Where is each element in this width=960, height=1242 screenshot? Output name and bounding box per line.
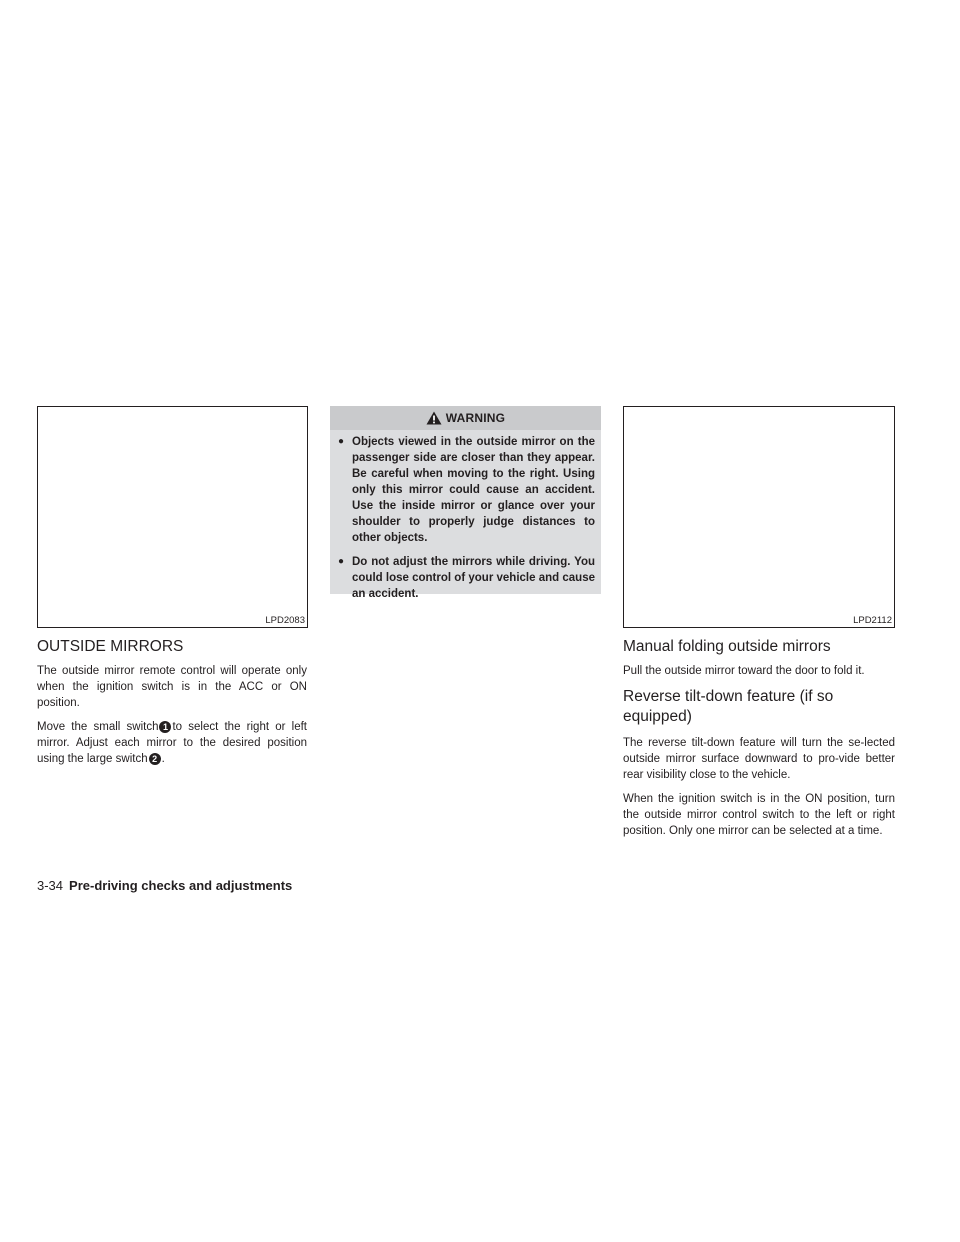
paragraph-text: to select the right or left mirror. Adjust each mirror to the desired position using the large switch [37,721,307,765]
section-heading [623,687,895,727]
warning-triangle-icon [426,411,442,425]
paragraph-text: Move the small switch [37,721,159,733]
outside-mirrors-section [37,637,307,767]
warning-header [330,406,601,430]
warning-list [330,430,601,602]
bullet-icon: ● [338,436,345,447]
bullet-icon: ● [338,556,345,567]
page-number: 3-34 [37,878,64,893]
warning-item-text: Objects viewed in the outside mirror on the passenger side are closer than they appear. Be careful when moving to the right. Using only this mirror could cause an accident. Use the inside mirror or glance over your shoulder to properly judge distances to other objects. [352,436,595,544]
paragraph: The reverse tilt-down feature will turn the se-lected outside mirror surface downward to pro-vide better rear visibility close to the vehicle. [623,737,895,781]
paragraph: When the ignition switch is in the ON position, turn the outside mirror control switch to the left or right position. Only one mirror can be selected at a time. [623,793,895,837]
figure-manual-folding [623,406,895,628]
warning-item [338,554,595,602]
figure-id: LPD2083 [265,615,305,626]
figure-id: LPD2112 [853,615,892,626]
paragraph: Pull the outside mirror toward the door to fold it. [623,665,865,677]
manual-folding-section [623,637,895,839]
marker-1: 1 [159,721,171,733]
figure-mirror-switch [37,406,308,628]
page-footer [37,878,292,893]
warning-item-text: Do not adjust the mirrors while driving. You could lose control of your vehicle and cause an accident. [352,556,595,600]
warning-item [338,434,595,546]
heading-line: equipped) [623,708,692,725]
paragraph-text: . [161,753,165,765]
chapter-title: Pre-driving checks and adjustments [69,878,293,893]
section-heading: OUTSIDE MIRRORS [37,638,184,655]
warning-title: WARNING [445,411,506,425]
paragraph [37,719,307,767]
warning-box [330,406,601,600]
marker-2: 2 [149,753,161,765]
section-heading: Manual folding outside mirrors [623,638,831,655]
paragraph: The outside mirror remote control will operate only when the ignition switch is in the ACC or ON position. [37,665,307,709]
heading-line: Reverse tilt-down feature (if so [623,688,834,705]
